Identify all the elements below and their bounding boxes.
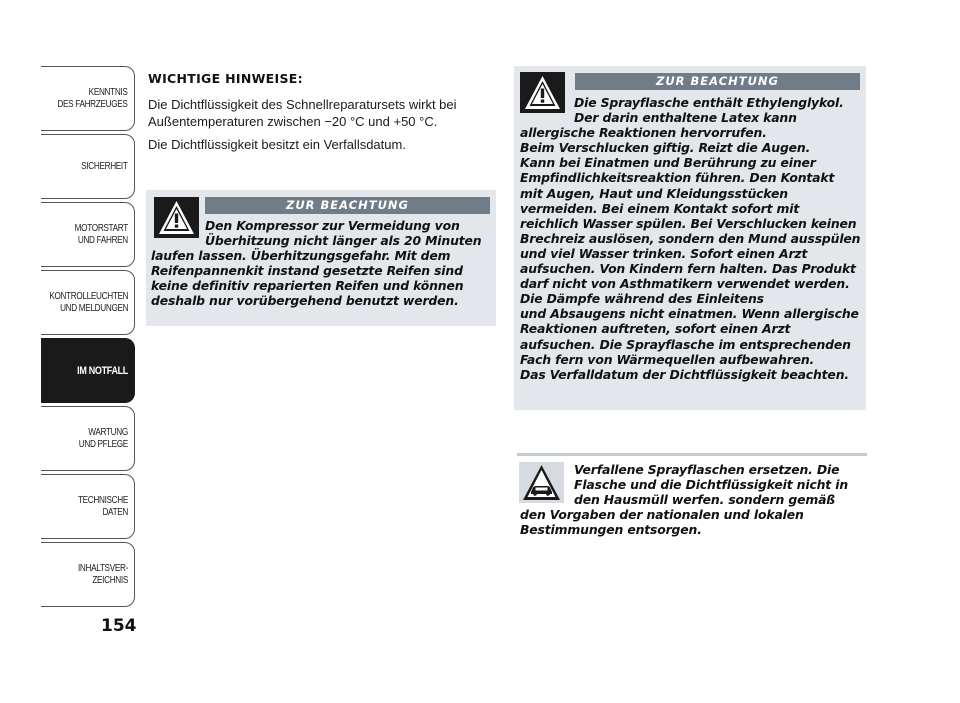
- tab-inhaltsverzeichnis[interactable]: [41, 542, 135, 607]
- text-line: Reaktionen auftreten, sofort einen Arzt: [520, 321, 791, 337]
- text-line: laufen lassen. Überhitzungsgefahr. Mit dem: [151, 248, 451, 264]
- warning-text-spray: [520, 95, 860, 382]
- tab-motorstart[interactable]: [41, 202, 135, 267]
- section-heading: WICHTIGE HINWEISE:: [148, 71, 303, 86]
- text-line: Brechreiz auslösen, sondern den Mund ausspülen: [520, 230, 861, 246]
- text-line: Bestimmungen entsorgen.: [520, 522, 702, 538]
- text-line: Den Kompressor zur Vermeidung von: [205, 218, 460, 233]
- text-line: deshalb nur vorübergehend benutzt werden.: [151, 293, 459, 309]
- tab-label: KENNTNIS DES FAHRZEUGES: [57, 86, 128, 110]
- text-line: aufsuchen. Die Sprayflasche im entsprechenden: [520, 336, 851, 352]
- text-line: Überhitzung nicht länger als 20 Minuten: [205, 233, 482, 249]
- paragraph-temperature: Die Dichtflüssigkeit des Schnellreparatursets wirkt bei Außentemperaturen zwischen −20 °C und +50 °C.: [148, 97, 457, 129]
- text-line: mit Augen, Haut und Kleidungsstücken: [520, 185, 788, 201]
- environment-note-text: [520, 462, 848, 537]
- text-line: Das Verfalldatum der Dichtflüssigkeit beachten.: [520, 366, 849, 382]
- text-line: und viel Wasser trinken. Sofort einen Arzt: [520, 245, 808, 261]
- text-line: Fach fern von Wärmequellen aufbewahren.: [520, 351, 815, 367]
- page-number: 154: [101, 616, 137, 636]
- text-line: den Vorgaben der nationalen und lokalen: [520, 507, 804, 523]
- tab-label: WARTUNG UND PFLEGE: [78, 426, 128, 450]
- text-line: reichlich Wasser spülen. Bei Verschlucken keinen: [520, 215, 857, 231]
- tab-label: KONTROLLEUCHTEN UND MELDUNGEN: [49, 290, 128, 314]
- text-line: Der darin enthaltene Latex kann: [574, 110, 797, 126]
- tab-wartung[interactable]: [41, 406, 135, 471]
- text-line: und Absaugens nicht einatmen. Wenn allergische: [520, 306, 859, 322]
- note-divider: [517, 453, 867, 456]
- warning-box-spray: [514, 66, 866, 410]
- tab-label: MOTORSTART UND FAHREN: [74, 222, 128, 246]
- text-line: vermeiden. Bei einem Kontakt sofort mit: [520, 200, 800, 216]
- text-line: den Hausmüll werfen. sondern gemäß: [574, 492, 836, 508]
- text-line: Die Sprayflasche enthält Ethylenglykol.: [574, 95, 844, 110]
- tab-label: SICHERHEIT: [81, 160, 128, 172]
- tab-kenntnis[interactable]: [41, 66, 135, 131]
- warning-title: ZUR BEACHTUNG: [205, 197, 490, 214]
- tab-technische-daten[interactable]: [41, 474, 135, 539]
- text-line: keine definitiv reparierten Reifen und können: [151, 278, 464, 294]
- tab-label: INHALTSVER- ZEICHNIS: [77, 562, 128, 586]
- text-line: Empfindlichkeitsreaktion führen. Den Kontakt: [520, 170, 835, 186]
- text-line: Die Dämpfe während des Einleitens: [520, 291, 764, 307]
- warning-title: ZUR BEACHTUNG: [575, 73, 860, 90]
- warning-text-compressor: [151, 218, 481, 309]
- text-line: Flasche und die Dichtflüssigkeit nicht in: [574, 477, 849, 493]
- tab-im-notfall[interactable]: [41, 338, 135, 403]
- tab-label: TECHNISCHE DATEN: [77, 494, 128, 518]
- tab-label: IM NOTFALL: [77, 364, 128, 377]
- text-line: Kann bei Einatmen und Berührung zu einer: [520, 155, 816, 171]
- text-line: Reifenpannenkit instand gesetzte Reifen sind: [151, 263, 463, 279]
- warning-box-compressor: [146, 190, 496, 326]
- text-line: allergische Reaktionen hervorrufen.: [520, 125, 767, 141]
- chapter-tabs: [41, 66, 135, 610]
- text-line: aufsuchen. Von Kindern fern halten. Das Produkt: [520, 261, 856, 277]
- paragraph-expiry: Die Dichtflüssigkeit besitzt ein Verfallsdatum.: [148, 137, 406, 152]
- tab-sicherheit[interactable]: [41, 134, 135, 199]
- tab-kontrolleuchten[interactable]: [41, 270, 135, 335]
- text-line: Verfallene Sprayflaschen ersetzen. Die: [574, 462, 840, 477]
- text-line: Beim Verschlucken giftig. Reizt die Augen.: [520, 140, 811, 156]
- text-line: darf nicht von Asthmatikern verwendet werden.: [520, 276, 850, 292]
